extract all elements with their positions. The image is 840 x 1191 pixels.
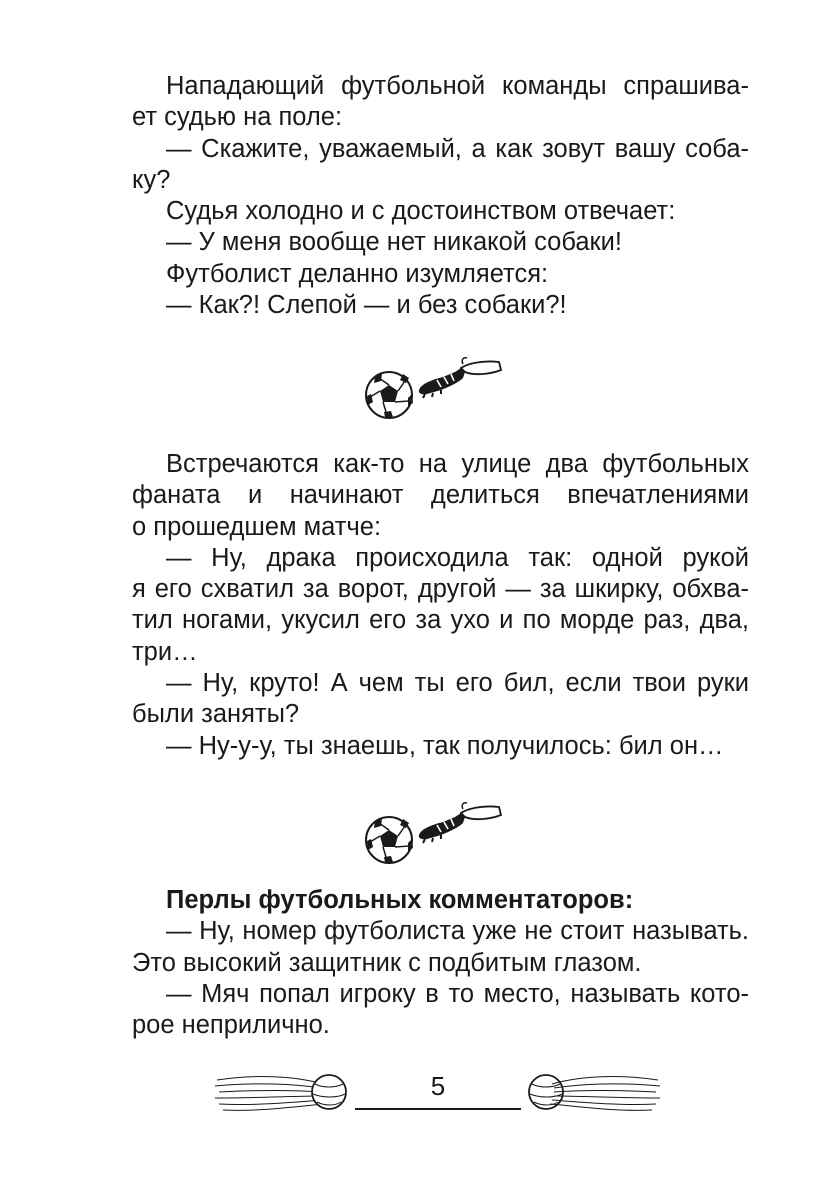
football-boot-icon [419,803,501,843]
text-line: — Мяч попал игроку в то место, называть кото- [166,979,749,1008]
soccer-ball-and-boot-icon [355,350,505,430]
commentator-quotes [132,885,749,1041]
flying-ball-icon [525,1066,660,1121]
text-line: три… [132,637,198,666]
joke-football-fans [132,449,749,762]
text-line: — Как?! Слепой — и без собаки?! [166,291,567,320]
text-line: Футболист деланно изумляется: [166,259,549,288]
text-line: фаната и начинают делиться впечатлениями [132,481,749,510]
text-line: я его схватил за ворот, другой — за шкирку, обхва- [132,575,749,604]
text-line: Встречаются как-то на улице два футбольных [166,450,749,478]
text-line: Нападающий футбольной команды спрашива- [166,72,749,100]
text-line: о прошедшем матче: [132,512,382,541]
text-line: Судья холодно и с достоинством отвечает: [166,197,676,226]
text-line: — Ну, круто! А чем ты его бил, если твои руки [166,669,749,698]
text-line: ет судью на поле: [132,103,343,132]
soccer-ball-icon [366,817,413,863]
soccer-ball-icon [366,372,413,418]
text-line: — Ну-у-у, ты знаешь, так получилось: бил он… [166,731,724,760]
text-line: — Ну, драка происходила так: одной рукой [166,543,749,572]
page-number-rule [355,1108,521,1110]
page-footer [0,1056,840,1126]
text-line: были заняты? [132,700,300,729]
joke-blind-referee [132,71,749,321]
football-boot-icon [419,358,501,398]
text-line: — У меня вообще нет никакой собаки! [166,228,623,257]
page-number: 5 [430,1071,446,1101]
text-line: тил ногами, укусил его за ухо и по морде раз, два, [132,606,749,635]
flying-ball-icon [215,1066,350,1121]
section-heading: Перлы футбольных комментаторов: [166,886,634,914]
text-line: — Скажите, уважаемый, а как зовут вашу соба- [166,134,749,163]
text-line: рое неприлично. [132,1011,330,1040]
text-line: ку? [132,165,171,194]
text-line: — Ну, номер футболиста уже не стоит называть. [166,917,749,946]
text-line: Это высокий защитник с подбитым глазом. [132,948,642,977]
soccer-ball-and-boot-icon [355,795,505,875]
